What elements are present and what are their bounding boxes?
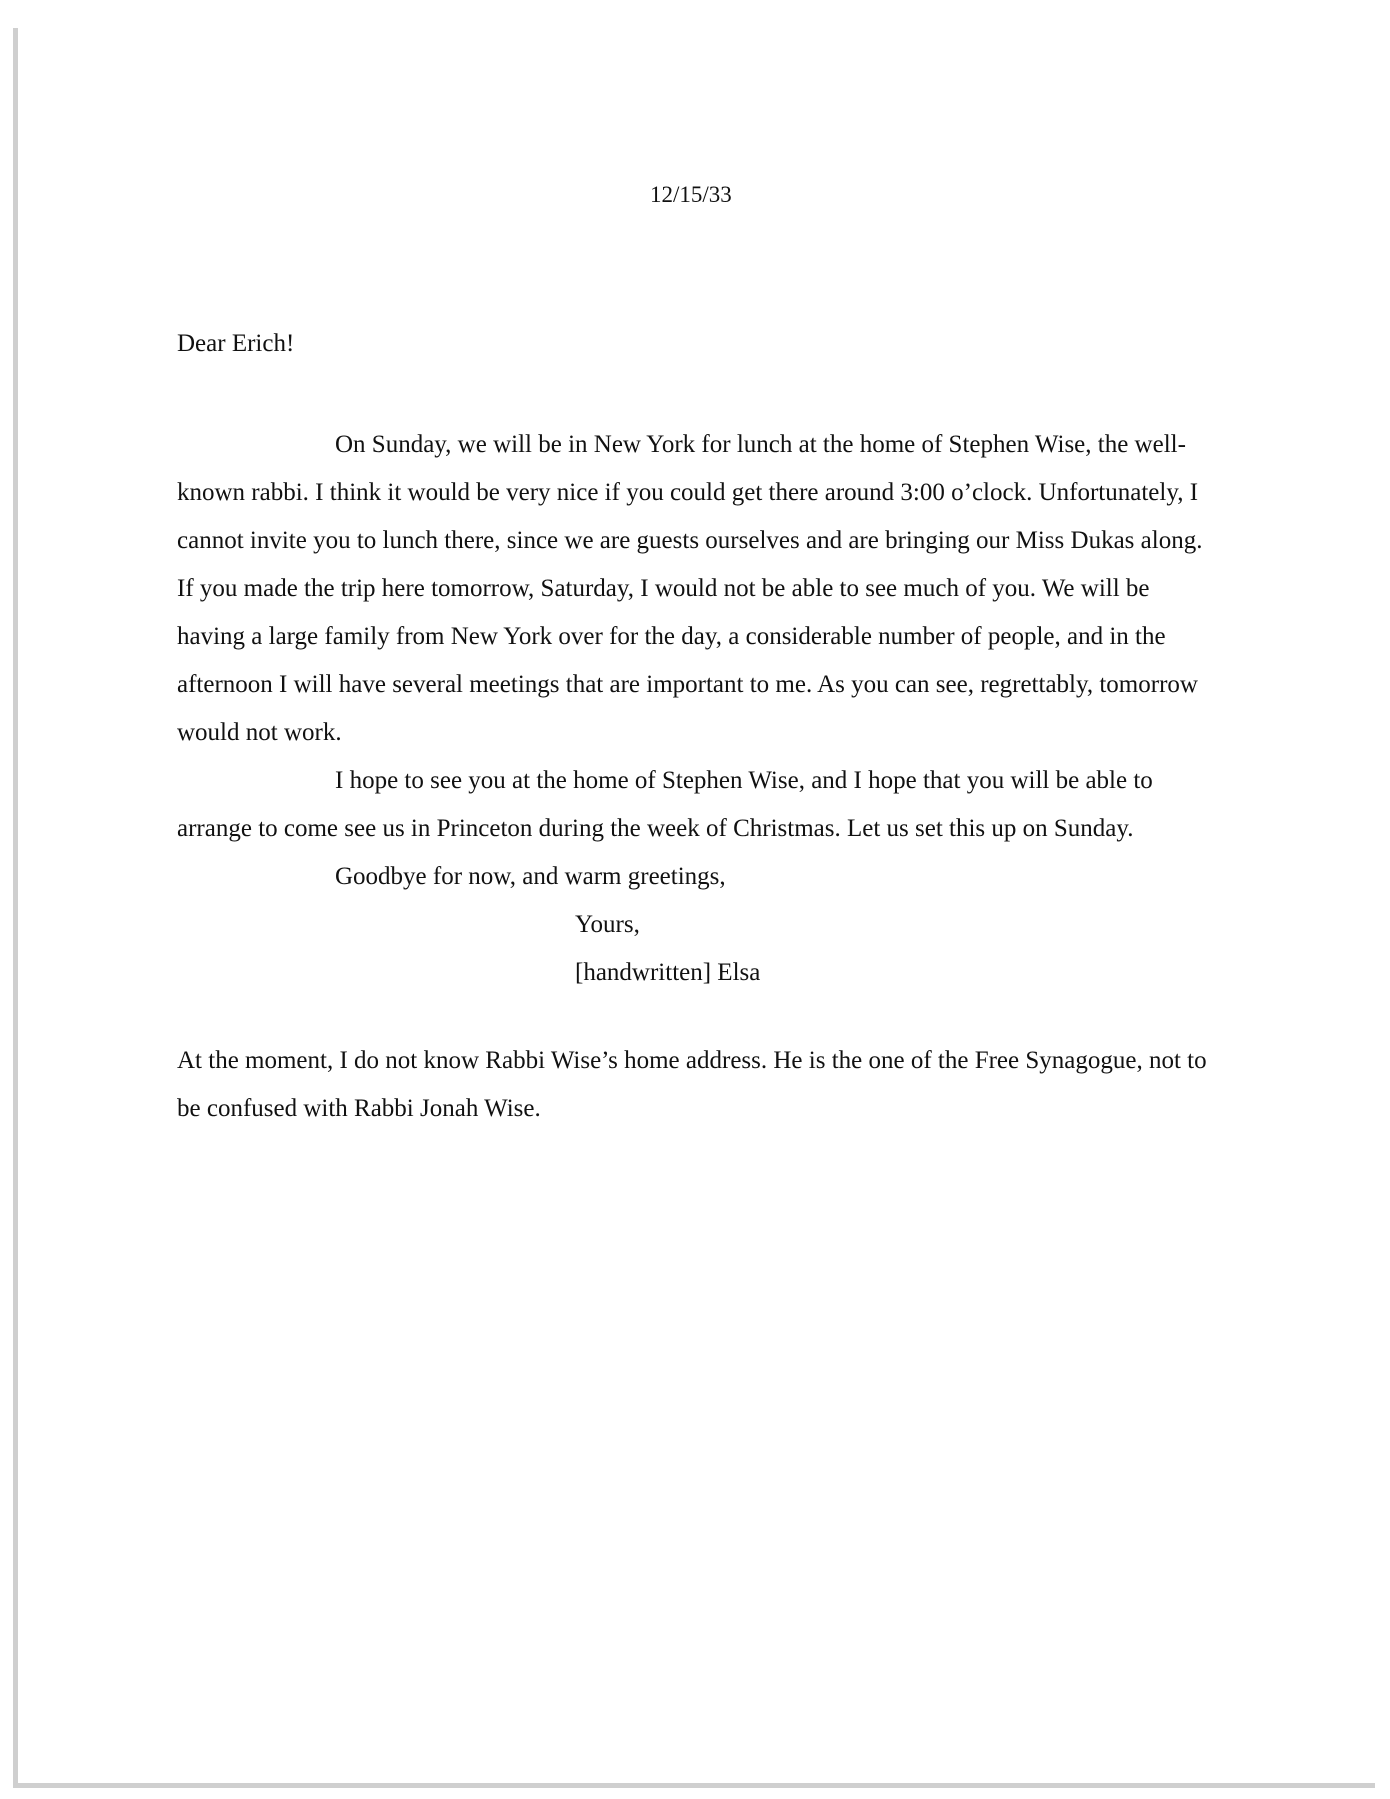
closing-line: Goodbye for now, and warm greetings, xyxy=(335,863,726,890)
paragraph-2: I hope to see you at the home of Stephen Wise, and I hope that you will be able to arrange to come see us in Princeton during the week of Christmas. Let us set this up on Sunday. xyxy=(177,767,1153,842)
salutation: Dear Erich! xyxy=(177,330,295,357)
letter-date: 12/15/33 xyxy=(650,182,732,207)
paragraph-1: On Sunday, we will be in New York for lunch at the home of Stephen Wise, the well-known rabbi. I think it would be very nice if you could get there around 3:00 o’clock. Unfortunately, I cannot invite you to lunch there, since we are guests ourselves and are bringing our Miss Dukas along. If you made the trip here tomorrow, Saturday, I would not be able to see much of you. We will be having a large family from New York over for the day, a considerable number of people, and in the afternoon I will have several meetings that are important to me. As you can see, regrettably, tomorrow would not work. xyxy=(177,431,1203,746)
page-border-left xyxy=(13,28,18,1788)
signoff: Yours, xyxy=(575,911,640,938)
letter-body xyxy=(177,421,1207,997)
page-border-bottom xyxy=(13,1783,1375,1788)
signature: [handwritten] Elsa xyxy=(575,959,761,986)
postscript: At the moment, I do not know Rabbi Wise’s home address. He is the one of the Free Synagogue, not to be confused with Rabbi Jonah Wise. xyxy=(177,1047,1207,1122)
